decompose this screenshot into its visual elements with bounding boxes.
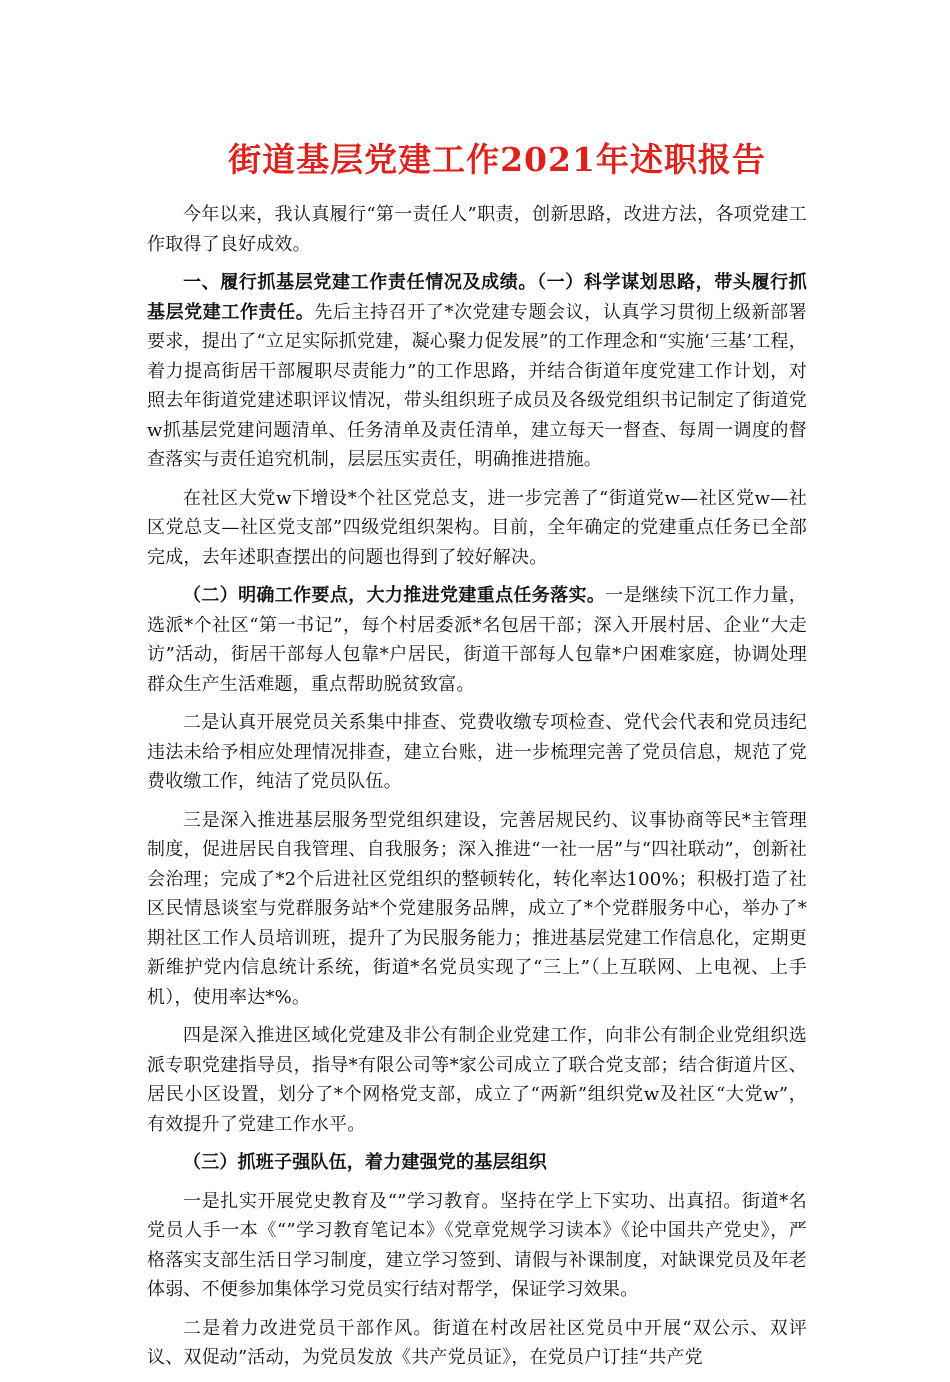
paragraph — [147, 268, 807, 475]
paragraph-text: 三是深入推进基层服务型党组织建设，完善居规民约、议事协商等民*主管理制度，促进居民自我管理、自我服务；深入推进“一社一居”与“四社联动”，创新社会治理；完成了*2个后进社区党组织的整顿转化，转化率达100%；积极打造了社区民情恳谈室与党群服务站*个党建服务品牌，成立了*个党群服务中心，举办了*期社区工作人员培训班，提升了为民服务能力；推进基层党建工作信息化，定期更新维护党内信息统计系统，街道*名党员实现了“三上”（上互联网、上电视、上手机），使用率达*%。 — [147, 809, 807, 1008]
paragraph-text: 今年以来，我认真履行“第一责任人”职责，创新思路，改进方法，各项党建工作取得了良好成效。 — [147, 204, 807, 255]
paragraph — [147, 200, 807, 259]
section-heading — [147, 1148, 807, 1178]
paragraph — [147, 1187, 807, 1305]
paragraph — [147, 1021, 807, 1139]
paragraph-text: 先后主持召开了*次党建专题会议，认真学习贯彻上级新部署要求，提出了“立足实际抓党建，凝心聚力促发展”的工作理念和“实施‘三基’工程，着力提高街居干部履职尽责能力”的工作思路，并结合街道年度党建工作计划，对照去年街道党建述职评议情况，带头组织班子成员及各级党组织书记制定了街道党w抓基层党建问题清单、任务清单及责任清单，建立每天一督查、每周一调度的督查落实与责任追究机制，层层压实责任，明确推进措施。 — [147, 301, 807, 470]
paragraph — [147, 484, 807, 573]
paragraph-text: 在社区大党w下增设*个社区党总支，进一步完善了“街道党w—社区党w—社区党总支—社区党支部”四级党组织架构。目前，全年确定的党建重点任务已全部完成，去年述职查摆出的问题也得到了较好解决。 — [147, 487, 807, 568]
document-title: 街道基层党建工作2021年述职报告 — [228, 140, 766, 179]
paragraph — [147, 806, 807, 1013]
paragraph-heading: （三）抓班子强队伍，着力建强党的基层组织 — [183, 1152, 547, 1173]
paragraph-text: 一是继续下沉工作力量，选派*个社区“第一书记”，每个村居委派*名包居干部；深入开展村居、企业“大走访”活动，街居干部每人包靠*户居民，街道干部每人包靠*户困难家庭，协调处理群众生产生活难题，重点帮助脱贫致富。 — [147, 585, 807, 695]
paragraph — [147, 708, 807, 797]
paragraph-text: 二是着力改进党员干部作风。街道在村改居社区党员中开展“双公示、双评议、双促动”活动，为党员发放《共产党员证》，在党员户订挂“共产党 — [147, 1317, 807, 1368]
paragraph-text: 二是认真开展党员关系集中排查、党费收缴专项检查、党代会代表和党员违纪违法未给予相应处理情况排查，建立台账，进一步梳理完善了党员信息，规范了党费收缴工作，纯洁了党员队伍。 — [147, 712, 807, 792]
document-body — [147, 200, 807, 1373]
paragraph-text: 四是深入推进区域化党建及非公有制企业党建工作，向非公有制企业党组织选派专职党建指导员，指导*有限公司等*家公司成立了联合党支部；结合街道片区、居民小区设置，划分了*个网格党支部，成立了“两新”组织党w及社区“大党w”，有效提升了党建工作水平。 — [147, 1025, 807, 1135]
paragraph-heading: （二）明确工作要点，大力推进党建重点任务落实。 — [183, 585, 606, 606]
paragraph-heading: 一、履行抓基层党建工作责任情况及成绩。（一）科学谋划思路，带头履行抓基层党建工作责任。 — [147, 272, 807, 323]
paragraph-text: 一是扎实开展党史教育及“”学习教育。坚持在学上下实功、出真招。街道*名党员人手一本《“”学习教育笔记本》《党章党规学习读本》《论中国共产党史》，严格落实支部生活日学习制度，建立学习签到、请假与补课制度，对缺课党员及年老体弱、不便参加集体学习党员实行结对帮学，保证学习效果。 — [147, 1190, 807, 1300]
paragraph — [147, 1314, 807, 1373]
paragraph — [147, 581, 807, 699]
document-page — [147, 130, 807, 1382]
